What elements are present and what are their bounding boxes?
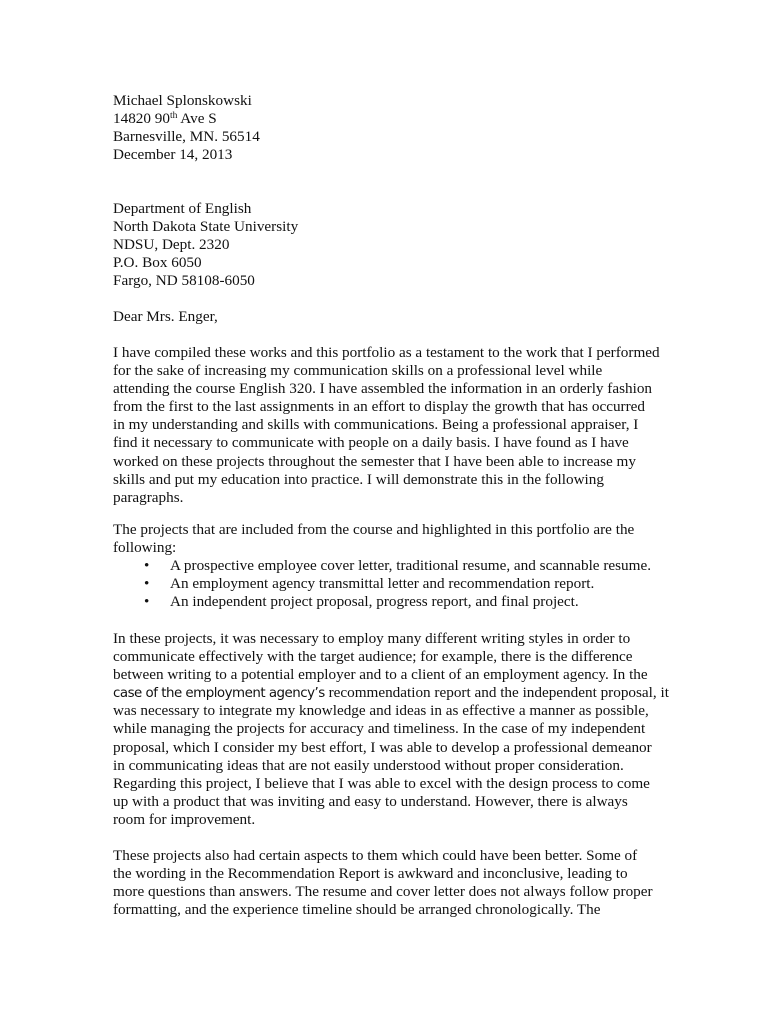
- paragraph-line: attending the course English 320. I have assembled the information in an orderly fashion: [113, 380, 653, 398]
- bullet-icon: •: [144, 593, 150, 611]
- recipient-line: Fargo, ND 58108-6050: [113, 272, 255, 290]
- paragraph-line: proposal, which I consider my best effort, I was able to develop a professional demeanor: [113, 738, 652, 756]
- recipient-line: North Dakota State University: [113, 218, 299, 236]
- paragraph-line: These projects also had certain aspects to them which could have been better. Some of: [113, 847, 638, 864]
- paragraph-line: was necessary to integrate my knowledge and ideas in as effective a manner as possible,: [113, 702, 649, 720]
- paragraph-line: formatting, and the experience timeline should be arranged chronologically. The: [113, 901, 601, 919]
- paragraph-line: in my understanding and skills with communications. Being a professional appraiser, I: [113, 416, 639, 434]
- paragraph-line: in communicating ideas that are not easily understood without proper consideration.: [113, 756, 624, 774]
- recipient-line: Department of English: [113, 200, 252, 217]
- salutation: Dear Mrs. Enger,: [113, 308, 218, 325]
- sender-street-suffix: th: [169, 111, 178, 122]
- sender-street: [113, 110, 673, 128]
- paragraph-line: In these projects, it was necessary to employ many different writing styles in order to: [113, 630, 631, 647]
- paragraph-line: find it necessary to communicate with people on a daily basis. I have found as I have: [113, 434, 629, 452]
- paragraph-writing-styles: [113, 630, 673, 829]
- paragraph-line: The projects that are included from the course and highlighted in this portfolio are the: [113, 521, 635, 538]
- paragraph-line: from the first to the last assignments in an effort to display the growth that has occurred: [113, 398, 645, 416]
- paragraph-line: I have compiled these works and this portfolio as a testament to the work that I performed: [113, 344, 660, 361]
- paragraph-intro: [113, 344, 673, 507]
- list-item: [113, 557, 673, 575]
- paragraph-line: worked on these projects throughout the semester that I have been able to increase my: [113, 452, 636, 470]
- paragraph-line: following:: [113, 539, 177, 557]
- list-item: [113, 575, 673, 593]
- bullet-icon: •: [144, 557, 150, 575]
- sender-city: Barnesville, MN. 56514: [113, 128, 260, 146]
- paragraph-projects: [113, 521, 673, 611]
- paragraph-line: more questions than answers. The resume and cover letter does not always follow proper: [113, 883, 653, 901]
- sender-address-block: [113, 92, 673, 164]
- paragraph-line-mixed: [113, 684, 673, 702]
- paragraph-line: while managing the projects for accuracy and timeliness. In the case of my independent: [113, 720, 646, 738]
- paragraph-line-rest: recommendation report and the independent proposal, it: [324, 684, 669, 702]
- paragraph-line: room for improvement.: [113, 810, 256, 828]
- paragraph-line: between writing to a potential employer and to a client of an employment agency. In the: [113, 666, 648, 684]
- list-item-text: A prospective employee cover letter, traditional resume, and scannable resume.: [170, 557, 651, 575]
- sender-street-rest: Ave S: [177, 110, 217, 128]
- paragraph-line: up with a product that was inviting and easy to understand. However, there is always: [113, 792, 628, 810]
- list-item-text: An employment agency transmittal letter and recommendation report.: [170, 575, 595, 593]
- paragraph-improvements: [113, 847, 673, 919]
- projects-bullet-list: [113, 557, 673, 611]
- list-item: [113, 593, 673, 611]
- bullet-icon: •: [144, 575, 150, 593]
- recipient-line: P.O. Box 6050: [113, 254, 202, 272]
- recipient-address-block: [113, 200, 673, 290]
- paragraph-line: paragraphs.: [113, 488, 184, 506]
- paragraph-line: Regarding this project, I believe that I was able to excel with the design process to come: [113, 774, 650, 792]
- sender-street-number: 14820 90: [113, 110, 170, 128]
- sans-font-fragment: case of the employment agency’s: [113, 686, 325, 702]
- sender-name: Michael Splonskowski: [113, 92, 252, 109]
- recipient-line: NDSU, Dept. 2320: [113, 236, 230, 254]
- letter-date: December 14, 2013: [113, 146, 233, 164]
- list-item-text: An independent project proposal, progress report, and final project.: [170, 593, 579, 611]
- paragraph-line: skills and put my education into practice. I will demonstrate this in the following: [113, 470, 604, 488]
- paragraph-line: the wording in the Recommendation Report is awkward and inconclusive, leading to: [113, 865, 628, 883]
- salutation-block: [113, 308, 673, 326]
- paragraph-line: for the sake of increasing my communication skills on a professional level while: [113, 362, 603, 380]
- paragraph-line: communicate effectively with the target audience; for example, there is the difference: [113, 648, 633, 666]
